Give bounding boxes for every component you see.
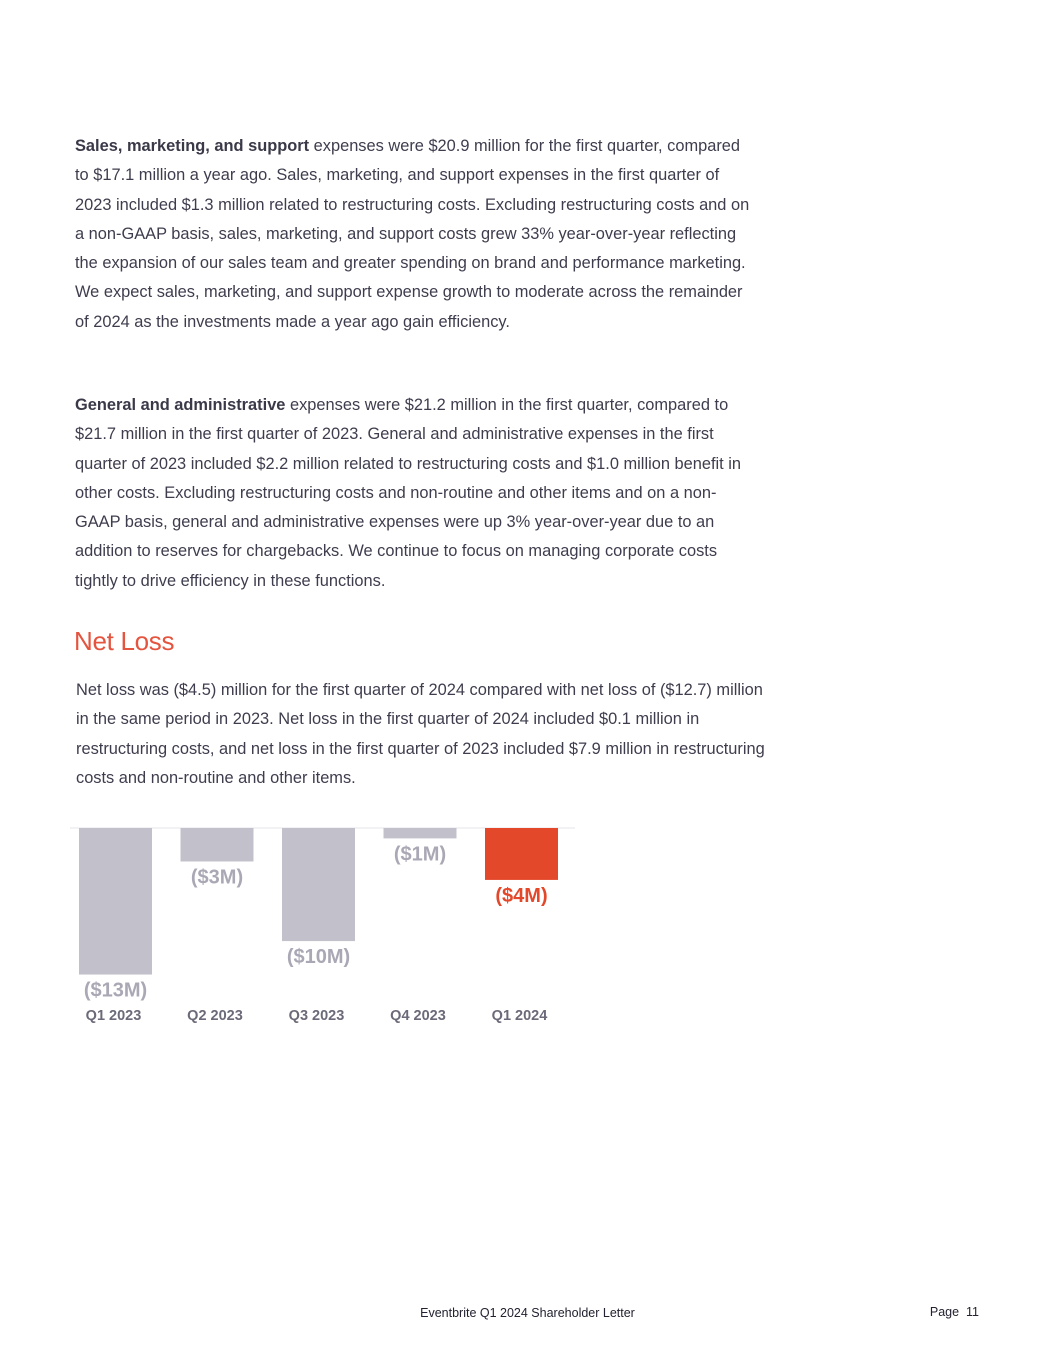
bar-value-label: ($1M): [393, 843, 447, 866]
net-loss-paragraph: Net loss was ($4.5) million for the first quarter of 2024 compared with net loss of ($12.7) million in the same period in 2023. Net loss in the first quarter of 2024 included $0.1 million in restructuring costs, and net loss in the first quarter of 2023 included $7.9 million in restructuring costs and non-routine and other items.: [76, 681, 765, 787]
general-admin-body: expenses were $21.2 million in the first quarter, compared to $21.7 million in the first quarter of 2023. General and administrative expenses in the first quarter of 2023 included $2.2 million related to restructuring costs and $1.0 million benefit in other costs. Excluding restructuring costs and non-routine and other items and on a non-GAAP basis, general and administrative expenses were up 3% year-over-year due to an addition to reserves for chargebacks. We continue to focus on managing corporate costs tightly to drive efficiency in these functions.: [75, 396, 742, 590]
x-axis-tick-label: Q1 2024: [491, 1008, 548, 1024]
bar-value-label: ($13M): [83, 979, 148, 1002]
bar-value-label: ($10M): [286, 946, 351, 969]
bar-q4-2023: [384, 828, 457, 838]
footer-page-label: Page: [929, 1305, 960, 1319]
net-loss-heading: Net Loss: [74, 626, 175, 656]
x-axis-tick-label: Q1 2023: [85, 1008, 142, 1024]
general-admin-paragraph: [75, 391, 755, 596]
bar-value-label: ($3M): [190, 866, 244, 889]
footer-page-value: 11: [966, 1305, 979, 1319]
bar-q1-2024: [485, 828, 558, 880]
sales-marketing-body: expenses were $20.9 million for the first quarter, compared to $17.1 million a year ago. Sales, marketing, and support expenses in the first quarter of 2023 included $1.3 million related to restructuring costs. Excluding restructuring costs and on a non-GAAP basis, sales, marketing, and support costs grew 33% year-over-year reflecting the expansion of our sales team and greater spending on brand and performance marketing. We expect sales, marketing, and support expense growth to moderate across the remainder of 2024 as the investments made a year ago gain efficiency.: [75, 137, 750, 331]
x-axis-tick-label: Q2 2023: [187, 1008, 243, 1024]
bar-value-label: ($4M): [495, 884, 548, 907]
footer-page-number: [930, 1305, 979, 1319]
sales-marketing-lead: Sales, marketing, and support: [75, 137, 310, 155]
x-axis-tick-label: Q3 2023: [288, 1008, 345, 1024]
net-loss-bar-chart: [70, 818, 580, 1038]
x-axis-tick-label: Q4 2023: [390, 1008, 446, 1024]
bar-q1-2023: [79, 828, 152, 975]
sales-marketing-paragraph: [75, 132, 755, 337]
bar-q3-2023: [282, 828, 355, 941]
bar-q2-2023: [181, 828, 254, 861]
general-admin-lead: General and administrative: [75, 396, 286, 414]
footer-title: Eventbrite Q1 2024 Shareholder Letter: [420, 1306, 635, 1320]
